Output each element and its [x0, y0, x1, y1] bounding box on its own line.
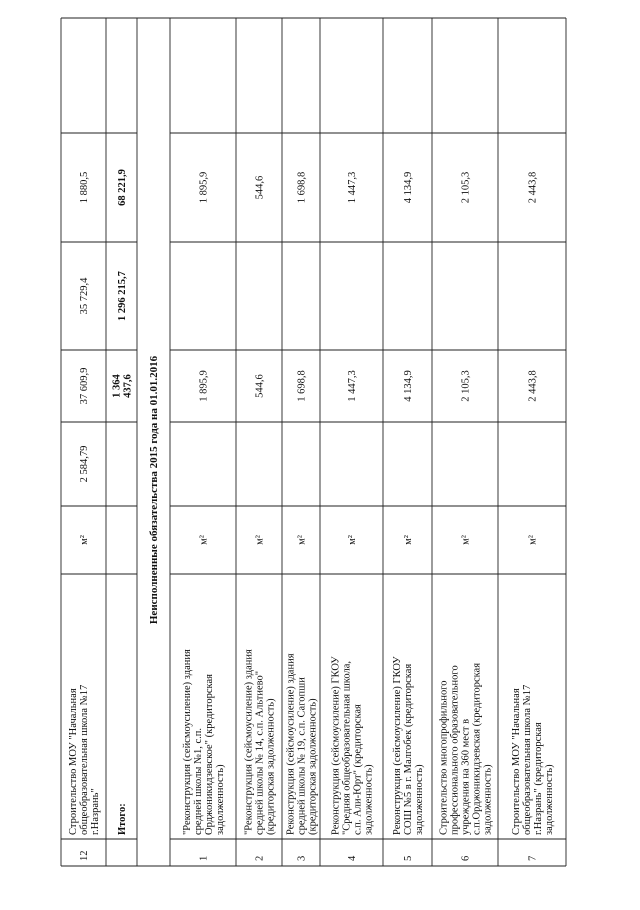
row-unit — [79, 535, 90, 545]
cell-line: 1 895,9 — [198, 370, 210, 402]
cell-line: 1 447,3 — [347, 370, 358, 402]
row-unit — [347, 535, 358, 545]
cell-line: 2 443,8 — [527, 171, 539, 204]
cell-line: 1 296 215,7 — [117, 271, 128, 321]
row-number — [403, 856, 414, 861]
cell-line: м² — [347, 535, 358, 545]
cell-line: Строительство МОУ "Начальная — [511, 688, 522, 835]
cell-line: 4 — [347, 855, 358, 861]
row-number — [199, 856, 210, 861]
row-number — [297, 856, 308, 861]
cell-line: "Реконструкция (сейсмоусиление) здания — [243, 649, 255, 835]
row-cost — [297, 370, 308, 402]
cell-line: Неисполненные обязательства 2015 года на 01.01.2016 — [148, 355, 160, 625]
cell-line: с.п.Орджоникидзевская (кредиторская — [471, 662, 483, 835]
cell-line: 1 364 — [111, 374, 123, 398]
cell-line: Строительство многопрофильного — [438, 680, 450, 835]
cell-line: задолженность) — [363, 764, 375, 835]
cell-line: 5 — [403, 855, 414, 861]
cell-line: 4 134,9 — [403, 171, 414, 204]
row-number — [528, 856, 539, 861]
row-remaining — [297, 172, 308, 204]
cell-line: 1 698,8 — [296, 171, 308, 204]
row-number — [255, 856, 266, 861]
cell-line: 4 134,9 — [403, 370, 414, 402]
cell-line: м² — [403, 535, 414, 545]
row-remaining — [461, 172, 472, 204]
cell-line: задолженность) — [482, 764, 494, 835]
cell-line: (кредиторская задолженность) — [265, 698, 277, 835]
cell-line: средней школы № 19, с.п. Сагопши — [296, 677, 308, 835]
section-title — [148, 355, 160, 624]
cell-line: задолженность) — [215, 764, 226, 835]
row-cost — [255, 374, 266, 398]
row-unit — [528, 535, 539, 545]
cell-line: 2 584,79 — [79, 445, 90, 483]
row-name — [511, 685, 555, 835]
cell-line: 1 — [198, 855, 210, 861]
cell-line: Реконструкция (сейсмоусиление) ГКОУ — [330, 656, 342, 835]
row-unit — [255, 535, 266, 545]
cell-line: м² — [254, 535, 266, 545]
row-name — [68, 685, 101, 835]
cell-line: 68 221,9 — [117, 169, 128, 206]
row-name — [439, 663, 494, 835]
row-unit — [199, 535, 210, 545]
cell-line: Итого: — [117, 803, 128, 835]
cell-line: г.Назрань" (кредиторская — [533, 722, 544, 835]
row-name — [331, 656, 375, 835]
cell-line: Строительство МОУ "Начальная — [68, 688, 79, 835]
row-number — [461, 856, 472, 861]
cell-line: 3 — [296, 855, 308, 861]
cell-line: 37 609,9 — [79, 367, 90, 405]
cell-line: (кредиторская задолженность) — [307, 698, 319, 835]
cell-line: 2 105,3 — [460, 370, 472, 402]
cell-line: м² — [460, 535, 472, 545]
cell-line: 1 895,9 — [198, 171, 210, 204]
cell-line: средней школы № 14, с.п. Альтиево" — [254, 670, 266, 835]
total-paid — [117, 271, 128, 321]
row-unit — [461, 535, 472, 545]
row-cost — [347, 370, 358, 402]
cell-line: Орджоникидзевское" (кредиторская — [204, 674, 215, 835]
cell-line: с.п. Али-Юрт" (кредиторская — [352, 704, 364, 835]
row-remaining — [255, 176, 266, 200]
cell-line: общеобразовательная школа №17 — [522, 684, 533, 835]
row-cost — [403, 370, 414, 402]
cell-line: 2 105,3 — [460, 171, 472, 204]
cell-line: м² — [527, 535, 539, 545]
cell-line: общеобразовательная школа №17 — [79, 684, 90, 835]
cell-line: учреждения на 360 мест в — [460, 718, 472, 835]
cell-line: Реконструкция (сейсмоусиление) ГКОУ — [392, 656, 403, 835]
row-remaining — [347, 172, 358, 204]
cell-line: 2 443,8 — [527, 370, 539, 402]
total-cost — [112, 373, 134, 397]
row-name — [286, 653, 319, 835]
cell-line: СОШ №5 в г. Малгобек (кредиторская — [403, 663, 414, 835]
row-remaining — [79, 172, 90, 204]
row-cost — [199, 370, 210, 402]
cell-line: 12 — [79, 850, 90, 861]
cell-line: "Средняя общеобразовательная школа, — [341, 661, 353, 835]
cell-line: м² — [296, 535, 308, 545]
row-remaining — [528, 172, 539, 204]
row-name — [182, 649, 226, 835]
cell-line: 1 698,8 — [296, 370, 308, 402]
cell-line: 1 447,3 — [347, 171, 358, 204]
row-name — [244, 649, 277, 835]
row-cost — [528, 370, 539, 402]
cell-line: 7 — [527, 855, 539, 861]
table-cells — [68, 169, 555, 861]
cell-line: задолженность) — [544, 764, 555, 835]
cell-line: "Реконструкция (сейсмоусиление) здания — [182, 649, 193, 835]
row-name — [392, 656, 425, 835]
row-paid — [79, 277, 90, 315]
row-remaining — [199, 172, 210, 204]
cell-line: м² — [198, 535, 210, 545]
cell-line: 544,6 — [254, 175, 266, 200]
cell-line: 1 880,5 — [79, 171, 90, 204]
row-unit — [297, 535, 308, 545]
cell-line: 437,6 — [122, 374, 134, 398]
cell-line: 35 729,4 — [79, 277, 90, 315]
row-cost — [79, 368, 90, 405]
total-label — [117, 803, 128, 835]
cell-line: г.Назрань" — [90, 788, 101, 835]
total-remaining — [117, 169, 128, 206]
row-unit — [403, 535, 414, 545]
row-number — [347, 855, 358, 861]
cell-line: средней школы №1, с.п. — [193, 727, 204, 835]
row-remaining — [403, 172, 414, 204]
cell-line: профессионального образовательного — [449, 665, 461, 835]
row-cost — [461, 370, 472, 402]
cell-line: задолженность) — [414, 764, 425, 835]
row-number — [79, 851, 90, 862]
cell-line: 6 — [460, 855, 472, 861]
cell-line: 544,6 — [254, 374, 266, 398]
cell-line: Реконструкция (сейсмоусиление) здания — [285, 653, 297, 835]
cell-line: 2 — [254, 855, 266, 861]
cell-line: м² — [79, 535, 90, 545]
row-capacity — [79, 446, 90, 483]
